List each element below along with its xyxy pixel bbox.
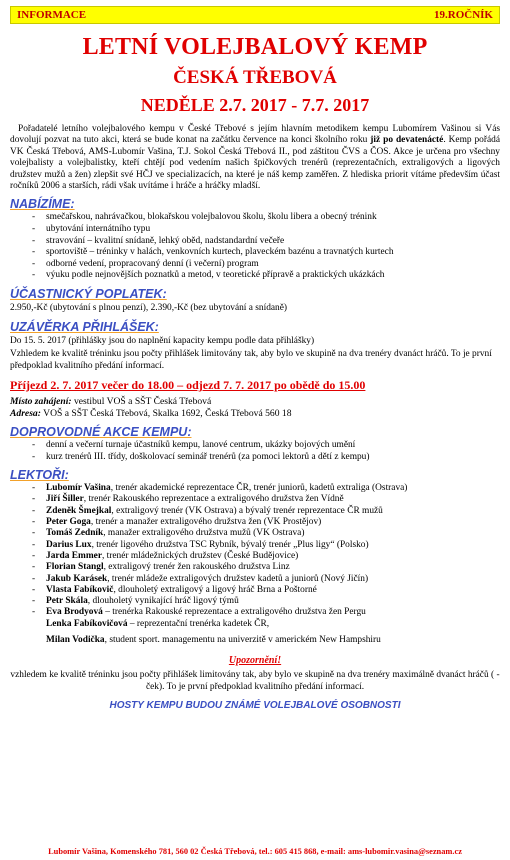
- deadline-note: Vzhledem ke kvalitě tréninku jsou počty přihlášek limitovány tak, aby bylo ve skupině na dva trenéry dvanáct hráčů. To je první předpoklad kvalitního předání informací.: [10, 349, 492, 371]
- warning-text: vzhledem ke kvalitě tréninku jsou počty přihlášek limitovány tak, aby bylo ve skupině na dva trenéry maximálně dvanáct hráčů ( -ček). To je první předpoklad kvalitního předání informací.: [10, 670, 500, 692]
- deadline-text: Do 15. 5. 2017 (přihlášky jsou do naplnění kapacity kempu podle data přihlášky): [10, 335, 315, 346]
- lecturer-desc: , trenér a manažer extraligového družstva žen (VK Prostějov): [90, 517, 322, 528]
- lecturer-desc: , manažer extraligového družstva mužů (VK Ostrava): [103, 528, 305, 539]
- lecturers-heading: LEKTOŘI:: [10, 468, 69, 483]
- list-item: - výuku podle nejnovějších poznatků a metod, v teoretické přípravě a praktických ukázkách: [32, 270, 500, 282]
- list-item: - odborné vedení, propracovaný denní (i večerní) program: [32, 259, 500, 271]
- start-label: Místo zahájení:: [10, 396, 72, 408]
- lecturers-list: [10, 483, 500, 646]
- lecturer-desc: , trenér mládeže extraligových družstev kadetů a juniorů (Nový Jičín): [107, 573, 369, 584]
- start-location: [10, 396, 500, 408]
- events-heading: DOPROVODNÉ AKCE KEMPU:: [10, 424, 192, 439]
- intro-paragraph: [10, 124, 500, 192]
- intro-text-2: . Kemp pořádá VK Česká Třebová, AMS-Lubomír Vašina, T.J. Sokol Česká Třebová II., pod záštitou ČVS a ČOS. Akce je určena pro všechny volejbalisty a volejbalistky, kteří chtějí pod vedením našich špičkových trenérů (reprezentačních, extraligových a ligových družstev mužů a žen) zlepšit své HČJ ve specializacích, na které je náš kemp zaměřen. Z hlediska priorit vítáme především účast ročníků 2006 a starších, rádi však uvítáme i hráče a hráčky mladší.: [10, 135, 500, 192]
- lecturer-desc: , trenér ligového družstva TSC Rybník, bývalý trenér „Plus ligy“ (Polsko): [91, 539, 369, 550]
- lecturer-name: Jiří Šiller: [46, 494, 84, 505]
- lecturer-item: [32, 585, 500, 596]
- warning-heading: Upozornění!: [228, 655, 282, 667]
- lecturer-name: Lubomír Vašina: [46, 483, 111, 494]
- lecturer-item: [32, 574, 500, 585]
- lecturer-desc: – trenérka Rakouské reprezentace a extraligového družstva žen Pergu: [102, 607, 366, 618]
- lecturer-item: [32, 494, 500, 505]
- lecturer-name: Lenka Fabíkovičová: [46, 618, 128, 629]
- intro-bold: již po devatenácté: [370, 135, 444, 146]
- lecturer-name: Jarda Emmer: [46, 550, 102, 561]
- lecturer-name: Florian Stangl: [46, 562, 104, 573]
- lecturer-desc: , extraligový trenér žen rakouského družstva Linz: [103, 562, 290, 573]
- header-edition: 19.ROČNÍK: [434, 9, 493, 21]
- lecturer-desc: , student sport. managementu na univerzitě v americkém New Hampshiru: [104, 635, 381, 646]
- lecturer-item: [32, 528, 500, 539]
- lecturer-desc: , dlouholetý extraligový a ligový hráč Brna a Poštorné: [113, 584, 317, 595]
- lecturer-item: [32, 506, 500, 517]
- lecturer-desc: , trenér Rakouského reprezentace a extraligového družstva žen Vídně: [83, 494, 344, 505]
- lecturer-item: [32, 562, 500, 573]
- lecturer-desc: , trenér mládežnických družstev (České Budějovice): [101, 550, 299, 561]
- lecturer-item: [32, 635, 500, 646]
- lecturer-name: Peter Goga: [46, 517, 91, 528]
- guests-banner: HOSTY KEMPU BUDOU ZNÁMÉ VOLEJBALOVÉ OSOBNOSTI: [109, 699, 401, 711]
- lecturer-item: [32, 551, 500, 562]
- lecturer-name: Eva Brodyová: [46, 607, 103, 618]
- lecturer-item: [32, 607, 500, 618]
- lecturer-name: Zdeněk Šmejkal: [46, 505, 112, 516]
- offer-list: [10, 212, 500, 282]
- list-item: - stravování – kvalitní snídaně, lehký oběd, nadstandardní večeře: [32, 236, 500, 248]
- lecturer-item: [32, 619, 500, 630]
- deadline-heading: UZÁVĚRKA PŘIHLÁŠEK:: [10, 319, 159, 334]
- events-list: [10, 440, 500, 463]
- lecturer-name: Milan Vodička: [46, 635, 105, 646]
- address: [10, 408, 500, 420]
- address-label: Adresa:: [10, 408, 41, 420]
- list-item: - denní a večerní turnaje účastníků kempu, lanové centrum, ukázky bojových umění: [32, 440, 500, 452]
- header-info: INFORMACE: [17, 9, 87, 21]
- date-title: NEDĚLE 2.7. 2017 - 7.7. 2017: [140, 95, 370, 115]
- lecturer-desc: , trenér akademické reprezentace ČR, trenér juniorů, kadetů extraliga (Ostrava): [110, 483, 408, 494]
- arrival-departure: Příjezd 2. 7. 2017 večer do 18.00 – odjezd 7. 7. 2017 po obědě do 15.00: [10, 378, 366, 393]
- contact-footer: Lubomír Vašina, Komenského 781, 560 02 Česká Třebová, tel.: 605 415 868, e-mail: ams-lubomir.vasina@seznam.cz: [48, 847, 462, 856]
- fee-text: 2.950,-Kč (ubytování s plnou penzí), 2.390,-Kč (bez ubytování a snídaně): [10, 303, 288, 313]
- lecturer-name: Tomáš Zedník: [46, 528, 104, 539]
- main-title: LETNÍ VOLEJBALOVÝ KEMP: [82, 34, 428, 60]
- lecturer-desc: , extraligový trenér (VK Ostrava) a bývalý trenér reprezentace ČR mužů: [111, 505, 383, 516]
- lecturer-desc: , dlouholetý vynikající hráč ligový týmů: [87, 596, 239, 607]
- lecturer-name: Petr Skála: [46, 596, 88, 607]
- location-block: [10, 396, 500, 420]
- lecturer-name: Darius Lux: [46, 539, 92, 550]
- list-item: - kurz trenérů III. třídy, doškolovací seminář trenérů (za pomoci lektorů a dětí z kempu): [32, 452, 500, 464]
- offer-heading: NABÍZÍME:: [10, 197, 75, 212]
- list-item: - sportoviště – tréninky v halách, venkovních kurtech, plaveckém bazénu a travnatých kurtech: [32, 247, 500, 259]
- intro-text-1: Pořadatelé letního volejbalového kempu v České Třebové s jejím hlavním metodikem kempu Lubomírem Vašinou si Vás dovolují pozvat na tuto akci, která se bude konat na začátku července na konci školního roku: [10, 124, 500, 146]
- lecturer-desc: – reprezentační trenérka kadetek ČR,: [127, 618, 270, 629]
- lecturer-item: [32, 483, 500, 494]
- lecturer-item: [32, 596, 500, 607]
- lecturer-item: [32, 517, 500, 528]
- city-title: ČESKÁ TŘEBOVÁ: [173, 67, 337, 88]
- start-value: vestibul VOŠ a SŠT Česká Třebová: [71, 396, 212, 408]
- header-bar: [10, 6, 500, 24]
- fee-heading: ÚČASTNICKÝ POPLATEK:: [10, 287, 167, 301]
- address-value: VOŠ a SŠT Česká Třebová, Skalka 1692, Česká Třebová 560 18: [40, 408, 292, 420]
- lecturer-item: [32, 540, 500, 551]
- list-item: - smečařskou, nahrávačkou, blokařskou volejbalovou školu, školu libera a obecný trénink: [32, 212, 500, 224]
- list-item: - ubytování internátního typu: [32, 224, 500, 236]
- lecturer-name: Vlasta Fabíkovič: [46, 584, 114, 595]
- lecturer-name: Jakub Karásek: [46, 573, 108, 584]
